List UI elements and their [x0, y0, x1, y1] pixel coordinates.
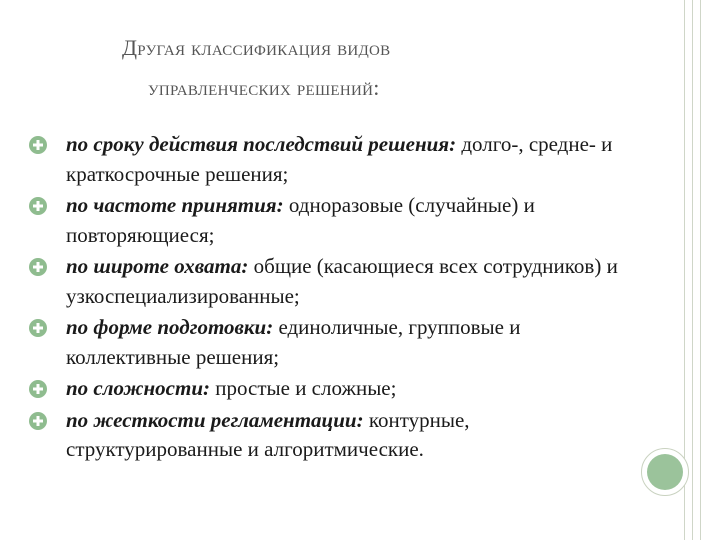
item-term: по жесткости регламентации:	[66, 407, 364, 432]
title-line-2: управленческих решений:	[148, 75, 380, 100]
slide-title	[118, 28, 598, 108]
plus-circle-bullet-icon	[28, 318, 48, 338]
plus-circle-bullet-icon	[28, 411, 48, 431]
item-text: общие (касающиеся всех сотрудников) и узкоспециализированные;	[66, 254, 618, 308]
item-term: по форме подготовки:	[66, 315, 274, 339]
item-term: по сроку действия последствий решения:	[66, 132, 457, 156]
list-item	[28, 130, 638, 189]
item-text: долго-, средне- и краткосрочные решения;	[66, 132, 613, 186]
list-item	[28, 252, 638, 311]
decorative-circle-fill	[647, 454, 683, 490]
item-term: по широте охвата:	[66, 254, 249, 278]
list-item	[28, 313, 638, 372]
item-term: по частоте принятия:	[66, 193, 284, 217]
decorative-circle	[641, 448, 689, 496]
classification-list	[28, 130, 638, 467]
item-term: по сложности:	[66, 376, 210, 400]
plus-circle-bullet-icon	[28, 135, 48, 155]
list-item	[28, 191, 638, 250]
plus-circle-bullet-icon	[28, 196, 48, 216]
frame-line	[692, 0, 693, 540]
title-line-1: Другая классификация видов	[122, 35, 391, 60]
plus-circle-bullet-icon	[28, 257, 48, 277]
list-item	[28, 406, 638, 465]
item-text: простые и сложные;	[210, 376, 397, 400]
item-text: одноразовые (случайные) и повторяющиеся;	[66, 193, 535, 247]
list-item	[28, 374, 638, 404]
item-text: контурные, структурированные и алгоритмические.	[66, 407, 470, 461]
item-text: единоличные, групповые и коллективные решения;	[66, 315, 521, 369]
frame-line	[700, 0, 701, 540]
plus-circle-bullet-icon	[28, 379, 48, 399]
